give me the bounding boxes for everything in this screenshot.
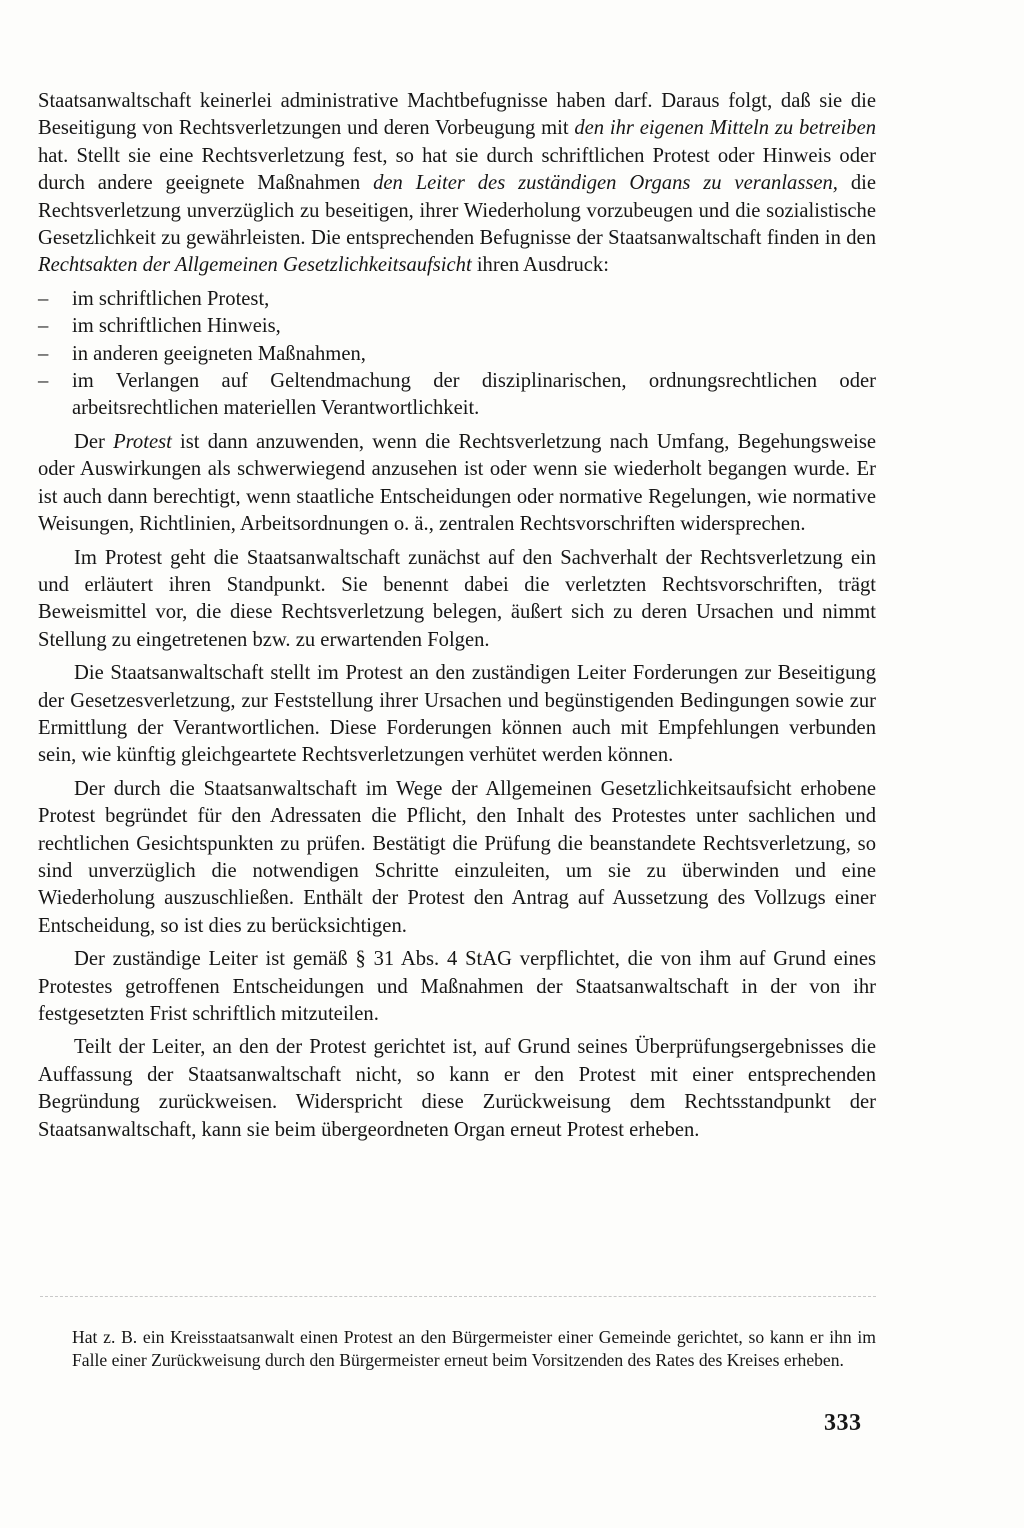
text-run: ihren Ausdruck:	[471, 254, 609, 277]
list-item	[38, 313, 876, 340]
main-text	[38, 88, 876, 1150]
text-run: die Rechtsverletzung unverzüglich zu beseitigen, ihrer Wiederholung vorzubeugen und die sozialistische Gesetzlichkeit zu gewährleisten. Die entsprechenden Befugnisse der Staatsanwaltschaft finden in den	[38, 172, 876, 250]
list-item-text: im schriftlichen Protest,	[72, 287, 270, 310]
footnote: Hat z. B. ein Kreisstaatsanwalt einen Protest an den Bürgermeister einer Gemeinde gerichtet, so kann er ihn im Falle einer Zurückweisung durch den Bürgermeister erneut beim Vorsitzenden des Rates des Kreises erheben.	[72, 1326, 876, 1370]
legal-acts-list	[38, 286, 876, 423]
text-run: Staatsanwaltschaft keinerlei administrative Machtbefugnisse haben darf. Daraus folgt, daß sie die Beseitigung von Rechtsverletzungen und deren Vorbeugung mit	[38, 90, 876, 140]
list-item-text: im Verlangen auf Geltendmachung der disziplinarischen, ordnungsrechtlichen oder arbeitsrechtlichen materiellen Verantwortlichkeit.	[72, 370, 876, 420]
emphasis-text: Rechtsakten der Allgemeinen Gesetzlichkeitsaufsicht	[38, 254, 472, 277]
dash-marker: –	[38, 370, 49, 393]
emphasis-text: den ihr eigenen Mitteln zu betreiben	[574, 117, 877, 140]
emphasis-text: Protest	[113, 430, 172, 453]
paragraph-obligation: Der durch die Staatsanwaltschaft im Wege der Allgemeinen Gesetzlichkeitsaufsicht erhobene Protest begründet für den Adressaten die Pflicht, den Inhalt des Protestes unter sachlichen und rechtlichen Gesichtspunkten zu prüfen. Bestätigt die Prüfung die beanstandete Rechtsverletzung, so sind unverzüglich die notwendigen Schritte einzuleiten, um sie zu überwinden und eine Wiederholung auszuschließen. Enthält der Protest den Antrag auf Aussetzung des Vollzugs einer Entscheidung, so ist dies zu berücksichtigen.	[38, 777, 876, 937]
text-run: ist dann anzuwenden, wenn die Rechtsverletzung nach Umfang, Begehungsweise oder Auswirkungen als schwerwiegend anzusehen ist oder wenn sie wiederholt begangen wurde. Er ist auch dann berechtigt, wenn staatliche Entscheidungen oder normative Regelungen, wie normative Weisungen, Richtlinien, Arbeitsordnungen o. ä., zentralen Rechtsvorschriften widersprechen.	[38, 430, 876, 536]
dash-marker: –	[38, 287, 49, 310]
paragraph-rejection: Teilt der Leiter, an den der Protest gerichtet ist, auf Grund seines Überprüfungsergebnisses die Auffassung der Staatsanwaltschaft nicht, so kann er den Protest mit einer entsprechenden Begründung zurückweisen. Widerspricht diese Zurückweisung dem Rechtsstandpunkt der Staatsanwaltschaft, kann sie beim übergeordneten Organ erneut Protest erheben.	[38, 1036, 876, 1141]
text-run: hat. Stellt sie eine Rechtsverletzung fest, so hat sie durch schriftlichen Protest oder Hinweis oder durch andere geeignete Maßnahmen	[38, 144, 876, 195]
page-number: 333	[824, 1410, 862, 1436]
paragraph-intro	[38, 88, 876, 280]
paragraph-protest	[38, 429, 876, 539]
list-item	[38, 341, 876, 368]
list-item	[38, 286, 876, 313]
list-item-text: in anderen geeigneten Maßnahmen,	[72, 342, 366, 365]
paragraph-content: Im Protest geht die Staatsanwaltschaft zunächst auf den Sachverhalt der Rechtsverletzung ein und erläutert ihren Standpunkt. Sie benennt dabei die verletzten Rechtsvorschriften, trägt Beweismittel vor, die diese Rechtsverletzung belegen, äußert sich zu deren Ursachen und nimmt Stellung zu eingetretenen bzw. zu erwartenden Folgen.	[38, 546, 876, 651]
paragraph-demands: Die Staatsanwaltschaft stellt im Protest an den zuständigen Leiter Forderungen zur Beseitigung der Gesetzesverletzung, zur Feststellung ihrer Ursachen und begünstigenden Bedingungen sowie zur Ermittlung der Verantwortlichen. Diese Forderungen können auch mit Empfehlungen verbunden sein, wie künftig gleichgeartete Rechtsverletzungen verhütet werden können.	[38, 662, 876, 767]
list-item-text: im schriftlichen Hinweis,	[72, 315, 281, 338]
list-item	[38, 368, 876, 423]
dash-marker: –	[38, 315, 49, 338]
emphasis-text: den Leiter des zuständigen Organs zu veranlassen,	[373, 172, 838, 195]
footnote-separator	[40, 1296, 876, 1297]
paragraph-notification: Der zuständige Leiter ist gemäß § 31 Abs. 4 StAG verpflichtet, die von ihm auf Grund eines Protestes getroffenen Entscheidungen und Maßnahmen der Staatsanwaltschaft in der von ihr festgesetzten Frist schriftlich mitzuteilen.	[38, 948, 876, 1025]
text-run: Der	[74, 430, 114, 453]
dash-marker: –	[38, 342, 49, 365]
